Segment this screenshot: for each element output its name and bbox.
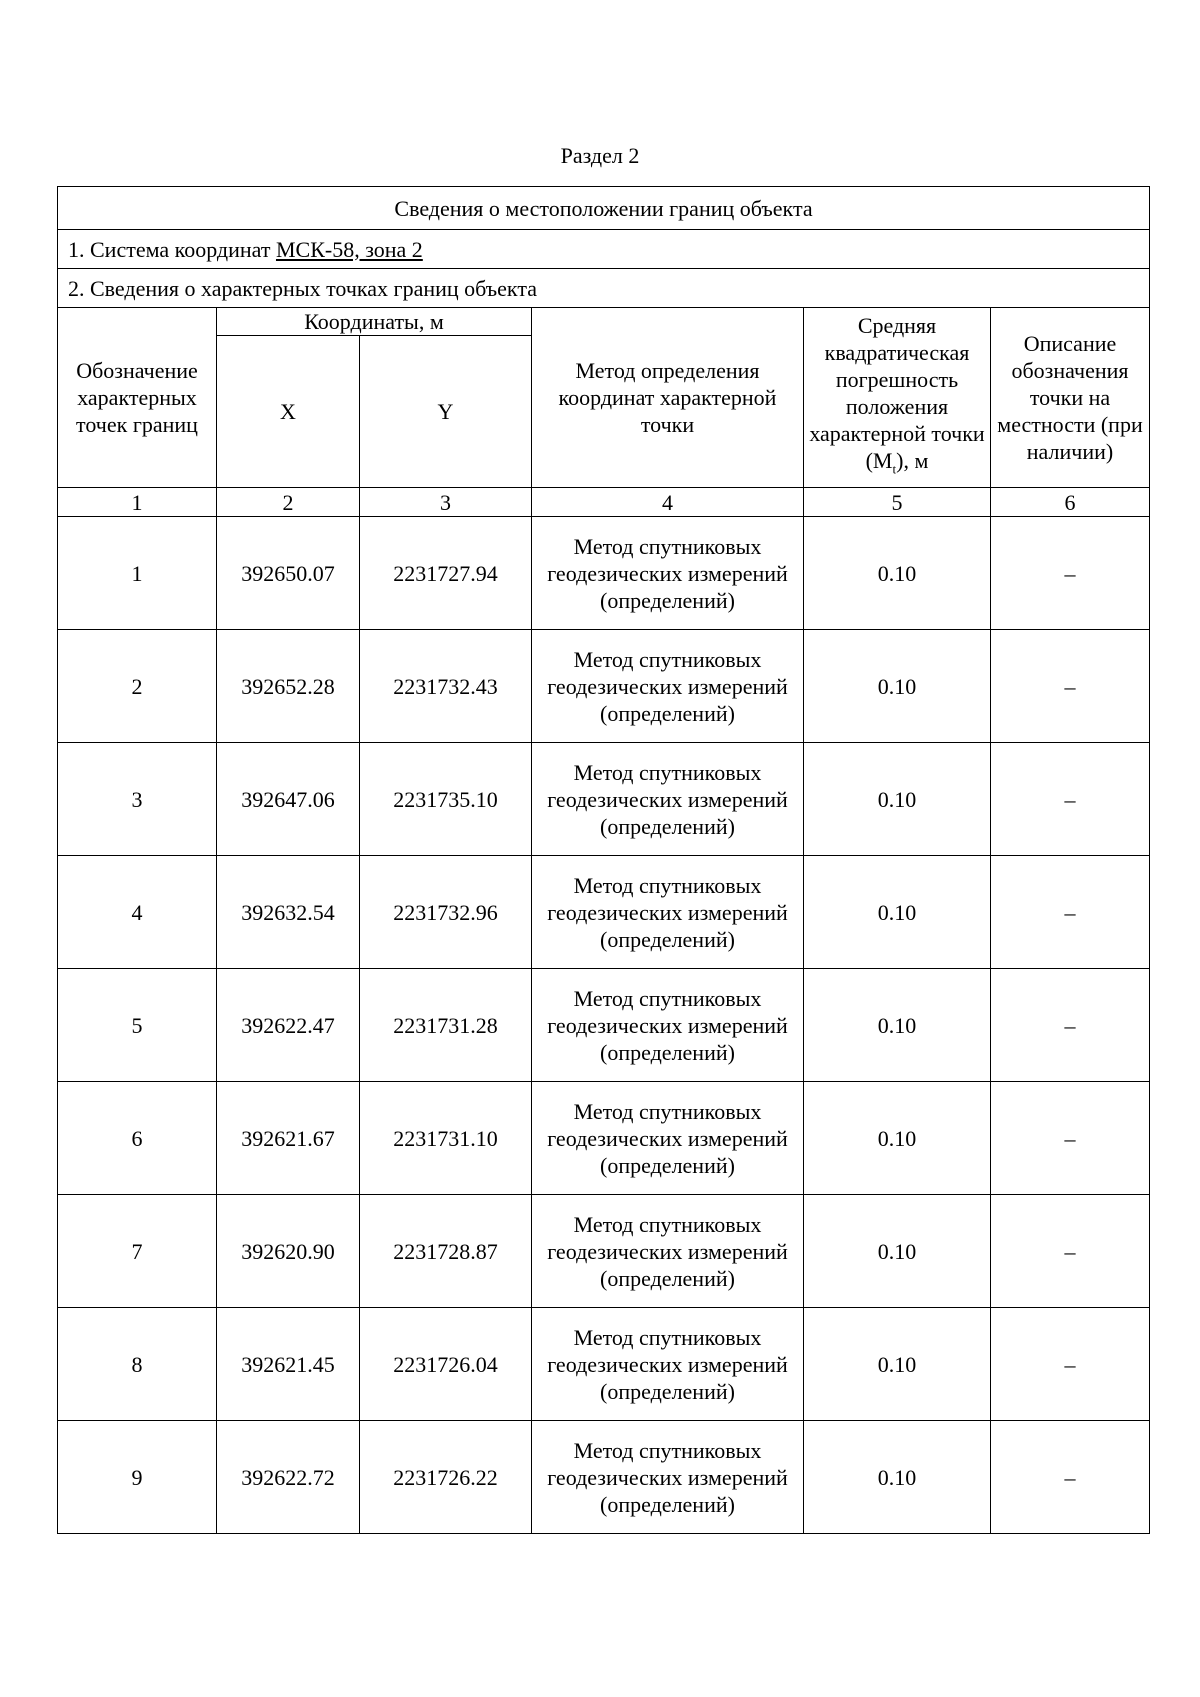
cell-error: 0.10 (804, 1195, 991, 1308)
table-row (58, 517, 1150, 630)
column-number: 6 (991, 488, 1150, 517)
cell-error: 0.10 (804, 1308, 991, 1421)
table-title: Сведения о местоположении границ объекта (58, 187, 1150, 230)
cell-x: 392622.72 (217, 1421, 360, 1534)
cell-method: Метод спутниковых геодезических измерений (определений) (532, 743, 804, 856)
section-title: Раздел 2 (560, 143, 640, 168)
column-number: 1 (58, 488, 217, 517)
cell-error: 0.10 (804, 856, 991, 969)
cell-description: – (991, 1195, 1150, 1308)
header-error (804, 308, 991, 488)
table-row (58, 1308, 1150, 1421)
header-error-tail: ), м (896, 448, 929, 474)
table-row (58, 630, 1150, 743)
cell-point: 7 (58, 1195, 217, 1308)
points-heading: 2. Сведения о характерных точках границ объекта (58, 269, 1150, 308)
table-row (58, 856, 1150, 969)
cell-y: 2231732.96 (360, 856, 532, 969)
cell-x: 392621.45 (217, 1308, 360, 1421)
cell-x: 392647.06 (217, 743, 360, 856)
column-number: 3 (360, 488, 532, 517)
cell-description: – (991, 1308, 1150, 1421)
table-row (58, 743, 1150, 856)
cell-method: Метод спутниковых геодезических измерений (определений) (532, 630, 804, 743)
column-number: 5 (804, 488, 991, 517)
cell-method: Метод спутниковых геодезических измерений (определений) (532, 969, 804, 1082)
cell-error: 0.10 (804, 969, 991, 1082)
cell-x: 392622.47 (217, 969, 360, 1082)
cell-point: 3 (58, 743, 217, 856)
boundary-points-table (57, 186, 1150, 1534)
cell-error: 0.10 (804, 743, 991, 856)
table-row (58, 1082, 1150, 1195)
header-error-sub: t (892, 461, 897, 477)
cell-y: 2231731.28 (360, 969, 532, 1082)
cell-description: – (991, 743, 1150, 856)
cell-description: – (991, 517, 1150, 630)
cell-point: 6 (58, 1082, 217, 1195)
cell-error: 0.10 (804, 1082, 991, 1195)
cell-x: 392620.90 (217, 1195, 360, 1308)
header-method: Метод определения координат характерной точки (532, 308, 804, 488)
cell-point: 4 (58, 856, 217, 969)
cell-error: 0.10 (804, 517, 991, 630)
cell-point: 8 (58, 1308, 217, 1421)
cell-description: – (991, 1082, 1150, 1195)
cell-method: Метод спутниковых геодезических измерений (определений) (532, 1421, 804, 1534)
cell-point: 1 (58, 517, 217, 630)
cell-point: 5 (58, 969, 217, 1082)
cell-y: 2231728.87 (360, 1195, 532, 1308)
header-coordinates: Координаты, м (217, 308, 532, 336)
cell-description: – (991, 856, 1150, 969)
coordinate-system-prefix: 1. Система координат (68, 236, 276, 262)
cell-y: 2231735.10 (360, 743, 532, 856)
column-number: 4 (532, 488, 804, 517)
header-description: Описание обозначения точки на местности (при наличии) (991, 308, 1150, 488)
coordinate-system (58, 230, 1150, 269)
cell-error: 0.10 (804, 1421, 991, 1534)
cell-method: Метод спутниковых геодезических измерений (определений) (532, 1308, 804, 1421)
cell-point: 2 (58, 630, 217, 743)
cell-method: Метод спутниковых геодезических измерений (определений) (532, 517, 804, 630)
cell-method: Метод спутниковых геодезических измерений (определений) (532, 856, 804, 969)
cell-y: 2231726.22 (360, 1421, 532, 1534)
cell-y: 2231732.43 (360, 630, 532, 743)
cell-method: Метод спутниковых геодезических измерений (определений) (532, 1195, 804, 1308)
cell-description: – (991, 630, 1150, 743)
header-y: Y (360, 336, 532, 488)
header-x: X (217, 336, 360, 488)
cell-x: 392621.67 (217, 1082, 360, 1195)
table-row (58, 1421, 1150, 1534)
cell-point: 9 (58, 1421, 217, 1534)
cell-x: 392650.07 (217, 517, 360, 630)
column-number: 2 (217, 488, 360, 517)
header-error-main: Средняя квадратическая погрешность положения характерной точки (M (809, 313, 985, 474)
table-row (58, 969, 1150, 1082)
cell-y: 2231726.04 (360, 1308, 532, 1421)
cell-description: – (991, 969, 1150, 1082)
table-row (58, 1195, 1150, 1308)
cell-y: 2231727.94 (360, 517, 532, 630)
cell-error: 0.10 (804, 630, 991, 743)
cell-method: Метод спутниковых геодезических измерений (определений) (532, 1082, 804, 1195)
cell-y: 2231731.10 (360, 1082, 532, 1195)
header-point-designation: Обозначение характерных точек границ (58, 308, 217, 488)
coordinate-system-value: МСК-58, зона 2 (275, 236, 423, 262)
cell-description: – (991, 1421, 1150, 1534)
cell-x: 392632.54 (217, 856, 360, 969)
cell-x: 392652.28 (217, 630, 360, 743)
